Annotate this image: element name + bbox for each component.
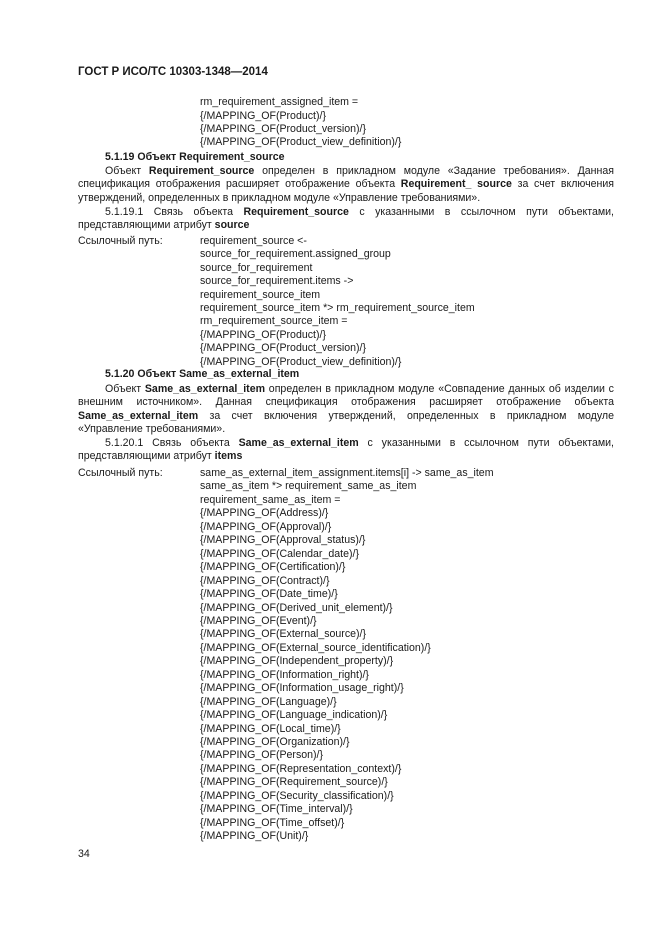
ref-path-line: {/MAPPING_OF(Unit)/} — [200, 830, 309, 843]
paragraph-5-1-20-desc: Объект Same_as_external_item определен в прикладном модуле «Совпадение данных об изделии с внешним источником». Данная спецификация отображения расширяет отображение объекта Same_as_external_item за счет включения утверждений, определенных в прикладном модуле «Управление требованиями». — [78, 383, 614, 436]
section-heading-5-1-20: 5.1.20 Объект Same_as_external_item — [105, 368, 300, 380]
paragraph-5-1-19-1: 5.1.19.1 Связь объекта Requirement_source с указанными в ссылочном пути объектами, представляющими атрибут source — [78, 206, 614, 232]
ref-path-line: {/MAPPING_OF(Contract)/} — [200, 574, 330, 587]
ref-path-line: {/MAPPING_OF(Independent_property)/} — [200, 655, 394, 668]
ref-path-line: {/MAPPING_OF(Information_right)/} — [200, 668, 369, 681]
ref-path-line: {/MAPPING_OF(Requirement_source)/} — [200, 776, 388, 789]
ref-path-line: same_as_external_item_assignment.items[i] -> same_as_item — [200, 467, 494, 479]
ref-path-line: {/MAPPING_OF(Language_indication)/} — [200, 709, 388, 722]
ref-path-line: requirement_same_as_item = — [200, 493, 341, 506]
ref-path-line: requirement_source_item *> rm_requirement_source_item — [200, 302, 475, 314]
ref-path-line: source_for_requirement.items -> — [200, 275, 354, 288]
ref-path-line: {/MAPPING_OF(Derived_unit_element)/} — [200, 601, 393, 614]
ref-path-line: {/MAPPING_OF(Organization)/} — [200, 736, 350, 748]
ref-path-line: {/MAPPING_OF(Time_interval)/} — [200, 803, 353, 816]
ref-path-label: Ссылочный путь: — [78, 235, 163, 247]
ref-path-line: {/MAPPING_OF(Representation_context)/} — [200, 762, 402, 775]
ref-path-line: {/MAPPING_OF(Approval)/} — [200, 520, 332, 533]
mapping-line: rm_requirement_assigned_item = — [200, 96, 359, 108]
ref-path-line: {/MAPPING_OF(Event)/} — [200, 614, 317, 627]
ref-path-line: {/MAPPING_OF(Calendar_date)/} — [200, 547, 359, 560]
ref-path-line: {/MAPPING_OF(External_source)/} — [200, 628, 367, 641]
ref-path-label: Ссылочный путь: — [78, 467, 163, 479]
ref-path-line: {/MAPPING_OF(External_source_identification)/} — [200, 641, 431, 654]
ref-path-line: {/MAPPING_OF(Time_offset)/} — [200, 816, 345, 829]
section-heading-5-1-19: 5.1.19 Объект Requirement_source — [105, 151, 285, 163]
ref-path-line: {/MAPPING_OF(Certification)/} — [200, 561, 346, 574]
ref-path-line: source_for_requirement.assigned_group — [200, 248, 391, 261]
paragraph-5-1-19-desc: Объект Requirement_source определен в прикладном модуле «Задание требования». Данная спецификация отображения расширяет отображение объекта Requirement_ source за счет включения утверждений, определенных в прикладном модуле «Управление требованиями». — [78, 165, 615, 204]
ref-path-line: requirement_source_item — [200, 288, 321, 301]
ref-path-line: {/MAPPING_OF(Information_usage_right)/} — [200, 682, 404, 695]
ref-path-line: {/MAPPING_OF(Product_view_definition)/} — [200, 355, 402, 368]
mapping-line: {/MAPPING_OF(Product_view_definition)/} — [200, 136, 402, 148]
ref-path-line: {/MAPPING_OF(Person)/} — [200, 749, 324, 762]
ref-path-line: {/MAPPING_OF(Language)/} — [200, 695, 337, 708]
ref-path-line: {/MAPPING_OF(Date_time)/} — [200, 588, 338, 601]
mapping-line: {/MAPPING_OF(Product)/} — [200, 110, 326, 122]
ref-path-line: same_as_item *> requirement_same_as_item — [200, 480, 417, 493]
page-number: 34 — [78, 848, 90, 860]
ref-path-line: requirement_source <- — [200, 235, 307, 247]
ref-path-line: {/MAPPING_OF(Security_classification)/} — [200, 789, 394, 802]
mapping-line: {/MAPPING_OF(Product_version)/} — [200, 123, 367, 135]
ref-path-line: {/MAPPING_OF(Product_version)/} — [200, 342, 367, 355]
document-header: ГОСТ Р ИСО/ТС 10303-1348—2014 — [78, 66, 268, 78]
ref-path-line: {/MAPPING_OF(Product)/} — [200, 328, 326, 341]
ref-path-line: {/MAPPING_OF(Approval_status)/} — [200, 534, 366, 547]
paragraph-5-1-20-1: 5.1.20.1 Связь объекта Same_as_external_item с указанными в ссылочном пути объектами, представляющими атрибут items — [78, 437, 614, 463]
ref-path-line: {/MAPPING_OF(Local_time)/} — [200, 722, 341, 735]
ref-path-line: {/MAPPING_OF(Address)/} — [200, 507, 329, 520]
ref-path-line: source_for_requirement — [200, 261, 313, 274]
ref-path-line: rm_requirement_source_item = — [200, 315, 348, 328]
